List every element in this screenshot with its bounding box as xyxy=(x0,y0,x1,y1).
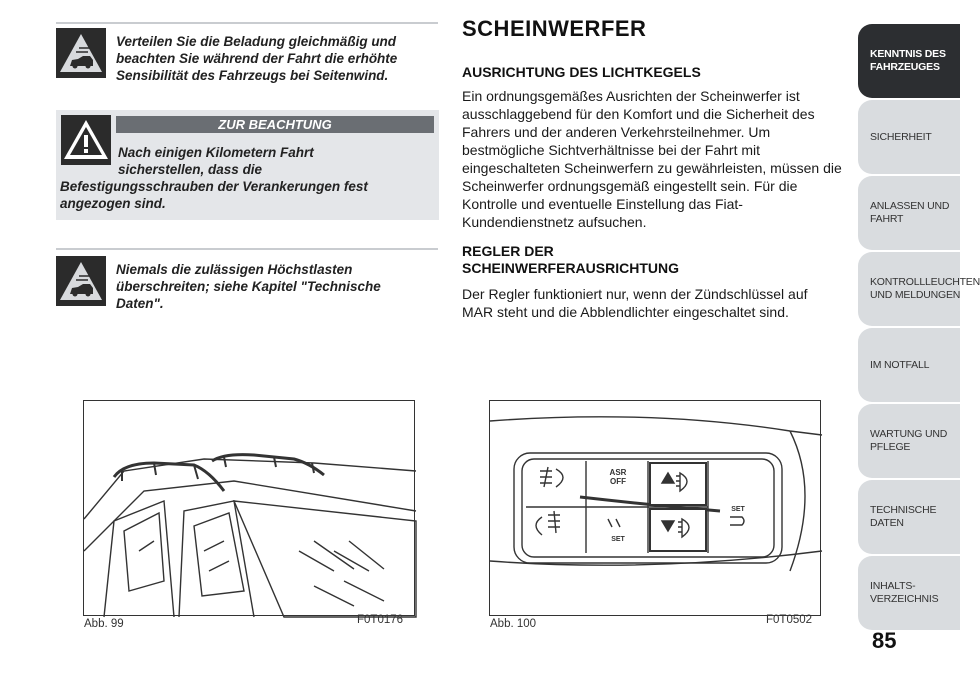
tab-anlassen-und-fahrt[interactable]: ANLASSEN UND FAHRT xyxy=(858,176,960,250)
attention-line-1: Nach einigen Kilometern Fahrt xyxy=(118,145,314,160)
figure-1-caption: Abb. 99 xyxy=(84,618,124,630)
attention-box xyxy=(56,110,439,220)
divider-top xyxy=(56,22,438,24)
notice-max-load: Niemals die zulässigen Höchstlasten überschreiten; siehe Kapitel "Technische Daten". xyxy=(116,262,381,311)
divider-middle xyxy=(56,248,438,250)
car-wind-warning-icon-2 xyxy=(56,256,106,306)
attention-line-2: sicherstellen, dass die xyxy=(118,162,263,177)
attention-heading: ZUR BEACHTUNG xyxy=(116,116,434,133)
set-label-left: SET xyxy=(611,536,625,543)
paragraph-regulator: Der Regler funktioniert nur, wenn der Zündschlüssel auf MAR steht und die Abblendlichter eingeschaltet sind. xyxy=(462,286,808,320)
page-number: 85 xyxy=(872,628,897,653)
figure-1-code: F0T0176 xyxy=(357,614,404,626)
subheading-regulator-line2: SCHEINWERFERAUSRICHTUNG xyxy=(462,260,679,276)
figure-2-code: F0T0502 xyxy=(766,614,813,626)
tab-sicherheit[interactable]: SICHERHEIT xyxy=(858,100,960,174)
figure-switch-panel xyxy=(489,400,821,616)
notice-load-distribution: Verteilen Sie die Beladung gleichmäßig und beachten Sie während der Fahrt die erhöhte Sensibilität des Fahrzeugs bei Seitenwind. xyxy=(116,34,398,83)
tab-kenntnis-des-fahrzeuges[interactable]: KENNTNIS DES FAHRZEUGES xyxy=(858,24,960,98)
subheading-beam-alignment: AUSRICHTUNG DES LICHTKEGELS xyxy=(462,64,701,80)
subheading-regulator-line1: REGLER DER xyxy=(462,243,554,259)
tab-im-notfall[interactable]: IM NOTFALL xyxy=(858,328,960,402)
figure-roof-rails xyxy=(83,400,415,616)
paragraph-beam-alignment: Ein ordnungsgemäßes Ausrichten der Scheinwerfer ist ausschlaggebend für den Komfort und die Sicherheit des Fahrers und der anderen Verkehrsteilnehmer. Um bestmögliche Sichtverhältnisse bei der Fahrt mit eingeschalteten Scheinwerfern zu gewährleisten, müssen die Scheinwerfer ordnungsgemäß eingestellt sein. Für die Kontrolle und eventuelle Einstellung das Fiat-Kundendienstnetz aufsuchen. xyxy=(462,88,842,230)
tab-inhaltsverzeichnis[interactable]: INHALTS- VERZEICHNIS xyxy=(858,556,960,630)
tab-technische-daten[interactable]: TECHNISCHE DATEN xyxy=(858,480,960,554)
tab-kontrollleuchten[interactable]: KONTROLLLEUCHTEN UND MELDUNGEN xyxy=(858,252,960,326)
section-title: SCHEINWERFER xyxy=(462,16,647,41)
attention-line-4: angezogen sind. xyxy=(60,196,166,211)
asr-off-label: OFF xyxy=(610,477,626,486)
exclamation-warning-icon xyxy=(61,115,111,165)
car-wind-warning-icon xyxy=(56,28,106,78)
asr-label: ASR xyxy=(609,468,627,477)
figure-2-caption: Abb. 100 xyxy=(490,618,537,630)
set-label-right: SET xyxy=(731,506,745,513)
tab-wartung-und-pflege[interactable]: WARTUNG UND PFLEGE xyxy=(858,404,960,478)
attention-line-3: Befestigungsschrauben der Verankerungen fest xyxy=(60,179,368,194)
